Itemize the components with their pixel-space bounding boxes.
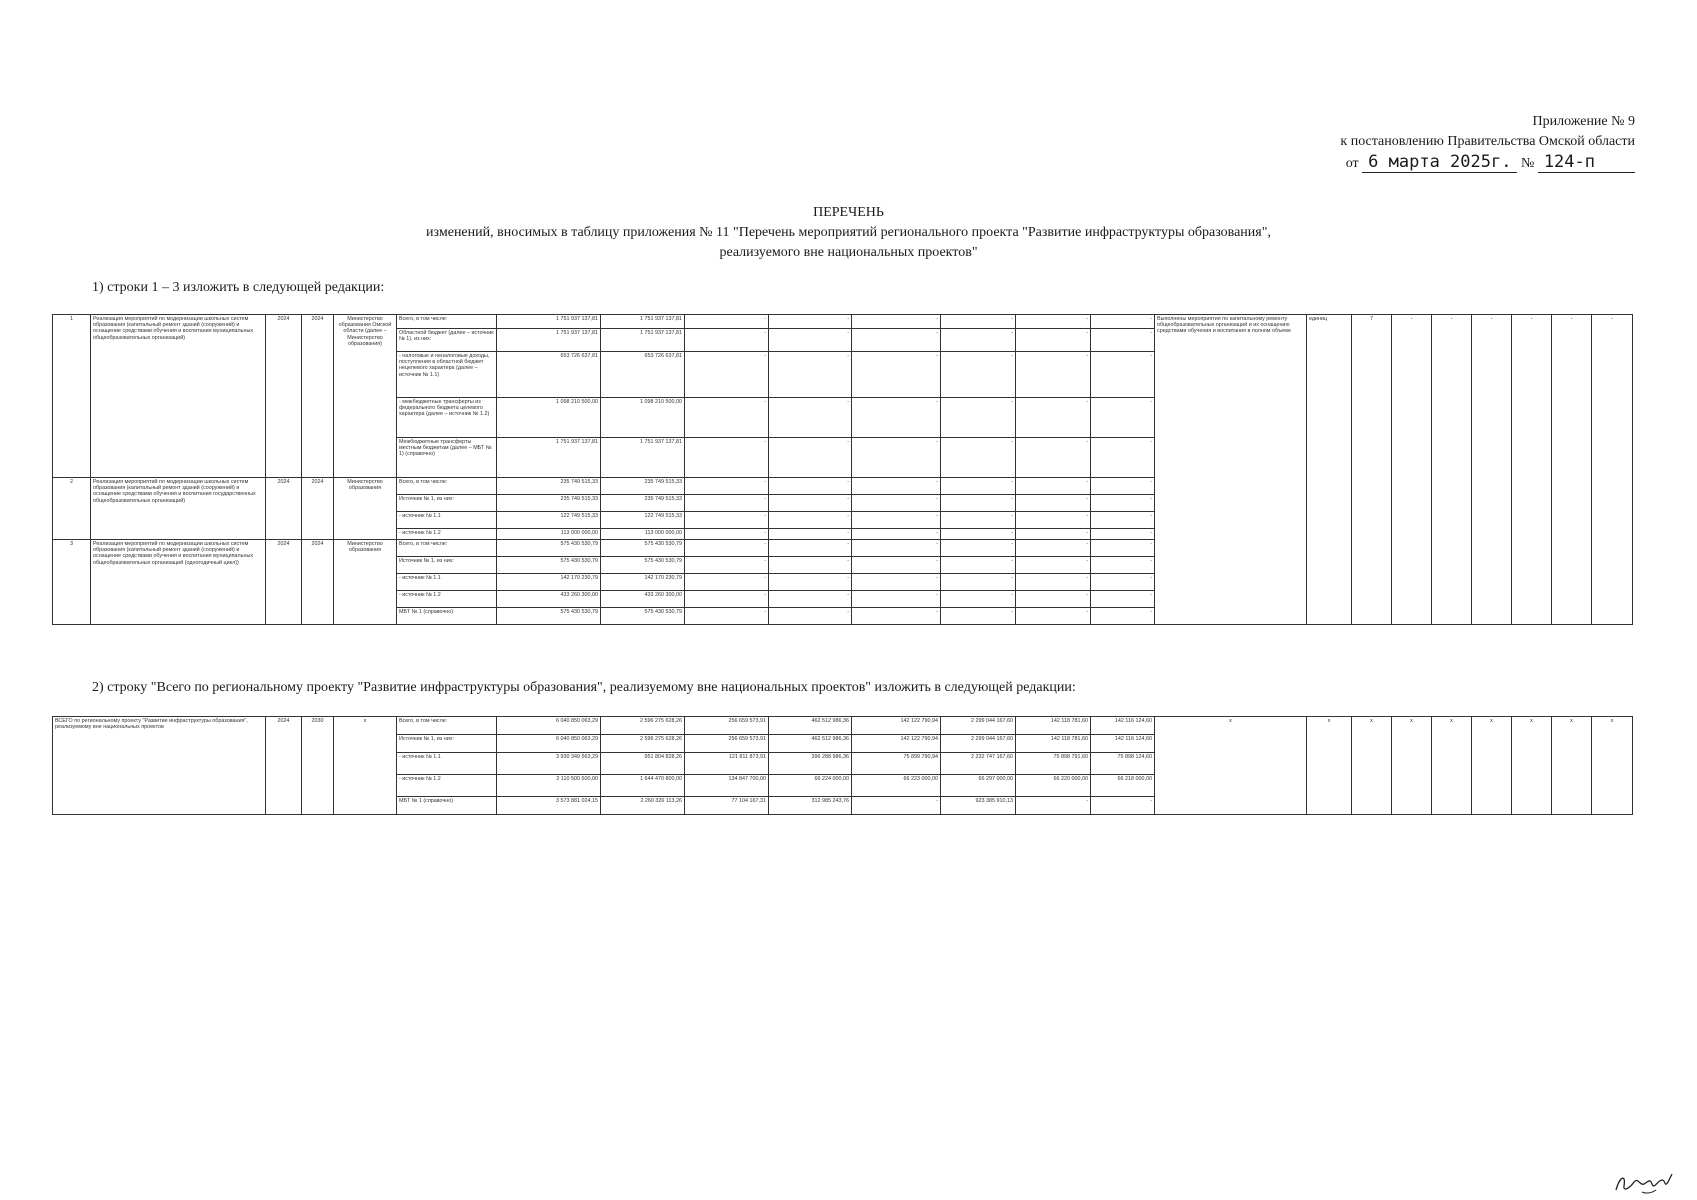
result-year-value: x [1352, 717, 1392, 815]
row-number: 3 [53, 540, 91, 625]
amount-year: - [685, 540, 769, 557]
amount-year: - [1016, 557, 1091, 574]
funding-source: МБТ № 1 (справочно) [397, 608, 497, 625]
funding-source: Межбюджетные трансферты местным бюджетам (далее – МБТ № 1) (справочно) [397, 438, 497, 478]
amount-year: 3 930 349 563,29 [497, 753, 601, 775]
amount-year: - [852, 398, 941, 438]
amount-year: - [852, 315, 941, 329]
table-row [53, 315, 1633, 329]
amount-2024: 1 751 937 137,81 [601, 438, 685, 478]
funding-source: - источник № 1.2 [397, 775, 497, 797]
amount-year: - [1091, 540, 1155, 557]
amount-year: 2 596 275 628,26 [601, 717, 685, 735]
funding-source: - источник № 1.1 [397, 512, 497, 529]
amount-year: - [1091, 529, 1155, 540]
amount-year: - [1016, 591, 1091, 608]
amount-year: - [1091, 512, 1155, 529]
result-year-value: x [1512, 717, 1552, 815]
amount-year: 396 288 986,36 [769, 753, 852, 775]
result-description: x [1155, 717, 1307, 815]
amount-year: 2 596 275 628,26 [601, 735, 685, 753]
amount-2024: 653 726 637,81 [601, 352, 685, 398]
amount-year: - [1091, 478, 1155, 495]
result-year-value: - [1592, 315, 1633, 625]
amount-2024: 1 751 937 137,81 [601, 315, 685, 329]
unit-of-measure: единиц [1307, 315, 1352, 625]
table-rows-1-3 [52, 314, 1633, 625]
amount-year: - [685, 512, 769, 529]
amount-year: - [1016, 540, 1091, 557]
resolution-number: 124-п [1538, 152, 1635, 173]
table-row [53, 717, 1633, 735]
start-year: 2024 [266, 717, 302, 815]
amount-total: 1 751 937 137,81 [497, 438, 601, 478]
amount-year: - [1016, 398, 1091, 438]
amount-year: - [685, 438, 769, 478]
amount-year: - [769, 574, 852, 591]
result-year-value: - [1472, 315, 1512, 625]
amount-year: 2 232 747 167,60 [941, 753, 1016, 775]
amount-year: - [769, 352, 852, 398]
table-total-row [52, 716, 1633, 815]
amount-year: - [1016, 797, 1091, 815]
amount-year: - [1091, 591, 1155, 608]
amount-year: - [769, 315, 852, 329]
amount-year: - [1016, 478, 1091, 495]
amount-year: - [941, 557, 1016, 574]
amount-year: - [852, 329, 941, 352]
amount-year: 66 224 000,00 [769, 775, 852, 797]
amount-year: - [769, 495, 852, 512]
amount-year: - [1091, 352, 1155, 398]
attachment-resolution: к постановлению Правительства Омской области [1340, 134, 1635, 149]
amount-year: - [941, 529, 1016, 540]
end-year: 2024 [302, 540, 334, 625]
end-year: 2030 [302, 717, 334, 815]
amount-year: 1 644 470 800,00 [601, 775, 685, 797]
amount-year: - [1091, 495, 1155, 512]
amount-year: 142 122 790,94 [852, 717, 941, 735]
amount-year: - [941, 329, 1016, 352]
funding-source: - источник № 1.1 [397, 753, 497, 775]
amount-year: 77 104 167,31 [685, 797, 769, 815]
funding-source: - межбюджетные трансферты из федерального бюджета целевого характера (далее – источник № 1.2) [397, 398, 497, 438]
executor: Министерство образования [334, 478, 397, 540]
funding-source: Всего, в том числе: [397, 315, 497, 329]
amount-year: - [1016, 495, 1091, 512]
amount-year: - [1091, 608, 1155, 625]
amount-total: 575 430 530,79 [497, 608, 601, 625]
amount-year: - [941, 315, 1016, 329]
amount-year: - [852, 557, 941, 574]
result-year-value: - [1552, 315, 1592, 625]
executor: Министерство образования [334, 540, 397, 625]
amount-year: - [1016, 574, 1091, 591]
amount-year: - [852, 574, 941, 591]
amount-year: - [685, 478, 769, 495]
amount-total: 1 751 937 137,81 [497, 315, 601, 329]
attachment-date-line: от 6 марта 2025г. № 124-п [1340, 152, 1635, 174]
amount-year: 142 116 124,60 [1091, 717, 1155, 735]
amount-year: - [769, 438, 852, 478]
amount-year: - [1091, 398, 1155, 438]
end-year: 2024 [302, 315, 334, 478]
amount-2024: 575 430 530,79 [601, 608, 685, 625]
amount-2024: 235 749 515,33 [601, 478, 685, 495]
amount-year: - [1091, 797, 1155, 815]
handwritten-signature [1612, 1168, 1674, 1196]
amount-year: - [769, 540, 852, 557]
amount-year: - [852, 512, 941, 529]
amount-2024: 122 749 515,33 [601, 512, 685, 529]
amount-year: - [1016, 438, 1091, 478]
document-title [0, 203, 1697, 263]
amount-year: - [1091, 574, 1155, 591]
amount-year: - [769, 608, 852, 625]
result-value: 7 [1352, 315, 1392, 625]
funding-source: Источник № 1, из них: [397, 735, 497, 753]
amount-year: - [1016, 529, 1091, 540]
amount-year: 951 804 828,26 [601, 753, 685, 775]
amount-total: 113 000 000,00 [497, 529, 601, 540]
row-number: 1 [53, 315, 91, 478]
amount-year: - [685, 315, 769, 329]
total-row-name: ВСЕГО по региональному проекту "Развитие инфраструктуры образования", реализуемому вне национальных проектов [53, 717, 266, 815]
funding-source: - источник № 1.1 [397, 574, 497, 591]
result-year-value: x [1592, 717, 1633, 815]
amount-2024: 113 000 000,00 [601, 529, 685, 540]
amount-total: 433 260 300,00 [497, 591, 601, 608]
funding-source: Всего, в том числе: [397, 540, 497, 557]
amount-year: 134 847 700,00 [685, 775, 769, 797]
amount-year: - [685, 495, 769, 512]
amount-total: 653 726 637,81 [497, 352, 601, 398]
funding-source: Источник № 1, из них: [397, 495, 497, 512]
amount-year: - [769, 591, 852, 608]
funding-source: - источник № 1.2 [397, 591, 497, 608]
amount-total: 575 430 530,79 [497, 540, 601, 557]
amount-year: 312 985 243,76 [769, 797, 852, 815]
amount-year: - [685, 557, 769, 574]
amount-year: 142 116 124,60 [1091, 735, 1155, 753]
amount-year: 6 040 850 063,29 [497, 735, 601, 753]
amount-year: - [685, 398, 769, 438]
amount-year: - [769, 478, 852, 495]
amount-year: 2 299 044 167,60 [941, 717, 1016, 735]
result-description: Выполнены мероприятия по капитальному ремонту общеобразовательных организаций и их оснащению средствами обучения и воспитания в полном объеме [1155, 315, 1307, 625]
amount-year: 75 898 124,60 [1091, 753, 1155, 775]
amount-year: 75 898 791,60 [1016, 753, 1091, 775]
title-line-1: ПЕРЕЧЕНЬ [813, 205, 884, 220]
amount-total: 1 098 210 500,00 [497, 398, 601, 438]
amount-year: - [941, 591, 1016, 608]
funding-source: Всего, в том числе: [397, 717, 497, 735]
amount-year: - [852, 478, 941, 495]
start-year: 2024 [266, 315, 302, 478]
start-year: 2024 [266, 478, 302, 540]
funding-source: - источник № 1.2 [397, 529, 497, 540]
amount-year: 2 110 500 500,00 [497, 775, 601, 797]
amount-year: 923 385 910,13 [941, 797, 1016, 815]
amount-year: - [685, 529, 769, 540]
amount-year: - [852, 591, 941, 608]
amount-year: 6 040 850 063,29 [497, 717, 601, 735]
amount-total: 235 749 515,33 [497, 495, 601, 512]
amount-year: 142 122 790,94 [852, 735, 941, 753]
amount-2024: 575 430 530,79 [601, 557, 685, 574]
amount-year: - [685, 591, 769, 608]
amount-year: - [685, 352, 769, 398]
amount-year: - [941, 438, 1016, 478]
amount-year: - [941, 608, 1016, 625]
amount-year: - [941, 540, 1016, 557]
amount-year: - [1016, 329, 1091, 352]
amount-year: - [941, 352, 1016, 398]
amount-2024: 1 751 937 137,81 [601, 329, 685, 352]
amount-year: 66 218 000,00 [1091, 775, 1155, 797]
amount-year: 66 220 000,00 [1016, 775, 1091, 797]
amount-year: - [1091, 315, 1155, 329]
executor: x [334, 717, 397, 815]
amount-year: - [941, 512, 1016, 529]
amount-year: - [1016, 352, 1091, 398]
funding-source: Источник № 1, из них: [397, 557, 497, 574]
row-number: 2 [53, 478, 91, 540]
amount-total: 122 749 515,33 [497, 512, 601, 529]
amount-2024: 433 260 300,00 [601, 591, 685, 608]
amount-year: 121 811 873,91 [685, 753, 769, 775]
resolution-date: 6 марта 2025г. [1362, 152, 1517, 173]
end-year: 2024 [302, 478, 334, 540]
section-1-heading: 1) строки 1 – 3 изложить в следующей редакции: [92, 280, 385, 295]
amount-year: 142 118 781,60 [1016, 717, 1091, 735]
amount-year: 66 297 000,00 [941, 775, 1016, 797]
amount-year: - [1091, 557, 1155, 574]
result-year-value: x [1552, 717, 1592, 815]
amount-total: 142 170 230,79 [497, 574, 601, 591]
amount-year: - [769, 557, 852, 574]
result-year-value: - [1432, 315, 1472, 625]
start-year: 2024 [266, 540, 302, 625]
amount-total: 235 749 515,33 [497, 478, 601, 495]
title-line-2: изменений, вносимых в таблицу приложения № 11 "Перечень мероприятий регионального проекта "Развитие инфраструктуры образования", [426, 225, 1271, 240]
amount-total: 1 751 937 137,81 [497, 329, 601, 352]
title-line-3: реализуемого вне национальных проектов" [719, 245, 978, 260]
amount-year: - [1016, 608, 1091, 625]
amount-year: - [1091, 438, 1155, 478]
amount-year: 142 118 781,60 [1016, 735, 1091, 753]
amount-year: 256 659 573,91 [685, 735, 769, 753]
measure-name: Реализация мероприятий по модернизации школьных систем образования (капитальный ремонт зданий (сооружений) и оснащение средствами обучения и воспитания муниципальных общеобразовательных организаций (одногодичный цикл)) [91, 540, 266, 625]
funding-source: МБТ № 1 (справочно) [397, 797, 497, 815]
amount-year: 75 899 790,94 [852, 753, 941, 775]
section-2-heading: 2) строку "Всего по региональному проекту "Развитие инфраструктуры образования", реализуемому вне национальных проектов" изложить в следующей редакции: [92, 680, 1076, 695]
amount-year: - [685, 608, 769, 625]
amount-year: 2 299 044 167,60 [941, 735, 1016, 753]
amount-year: - [941, 478, 1016, 495]
amount-year: - [1016, 512, 1091, 529]
result-year-value: - [1512, 315, 1552, 625]
funding-source: - налоговые и неналоговые доходы, поступления в областной бюджет нецелевого характера (далее – источник № 1.1) [397, 352, 497, 398]
amount-year: - [852, 438, 941, 478]
amount-2024: 575 430 530,79 [601, 540, 685, 557]
executor: Министерство образования Омской области (далее – Министерство образования) [334, 315, 397, 478]
result-year-value: x [1472, 717, 1512, 815]
amount-year: - [852, 529, 941, 540]
amount-year: - [1016, 315, 1091, 329]
amount-year: - [769, 529, 852, 540]
amount-year: - [852, 495, 941, 512]
amount-year: 256 659 573,91 [685, 717, 769, 735]
amount-year: 66 223 000,00 [852, 775, 941, 797]
funding-source: Всего, в том числе: [397, 478, 497, 495]
amount-year: - [852, 352, 941, 398]
amount-year: - [769, 398, 852, 438]
amount-year: - [685, 574, 769, 591]
result-year-value: x [1432, 717, 1472, 815]
funding-source: Областной бюджет (далее – источник № 1), из них: [397, 329, 497, 352]
amount-year: - [1091, 329, 1155, 352]
amount-year: - [941, 495, 1016, 512]
amount-year: 2 260 326 113,26 [601, 797, 685, 815]
amount-year: 462 512 986,36 [769, 735, 852, 753]
amount-year: - [941, 398, 1016, 438]
attachment-header [1340, 112, 1635, 174]
amount-year: 3 573 881 024,15 [497, 797, 601, 815]
amount-year: - [685, 329, 769, 352]
attachment-number: Приложение № 9 [1532, 114, 1635, 129]
result-year-value: x [1392, 717, 1432, 815]
result-year-value: x [1307, 717, 1352, 815]
amount-year: - [852, 608, 941, 625]
result-year-value: - [1392, 315, 1432, 625]
amount-2024: 142 170 230,79 [601, 574, 685, 591]
amount-year: - [941, 574, 1016, 591]
measure-name: Реализация мероприятий по модернизации школьных систем образования (капитальный ремонт зданий (сооружений) и оснащение средствами обучения и воспитания государственных общеобразовательных организаций) [91, 478, 266, 540]
amount-2024: 235 749 515,33 [601, 495, 685, 512]
amount-total: 575 430 530,79 [497, 557, 601, 574]
measure-name: Реализация мероприятий по модернизации школьных систем образования (капитальный ремонт зданий (сооружений) и оснащение средствами обучения и воспитания муниципальных общеобразовательных организаций) [91, 315, 266, 478]
amount-year: - [852, 540, 941, 557]
amount-year: - [769, 512, 852, 529]
amount-year: 462 512 986,36 [769, 717, 852, 735]
amount-2024: 1 098 210 500,00 [601, 398, 685, 438]
amount-year: - [769, 329, 852, 352]
amount-year: - [852, 797, 941, 815]
